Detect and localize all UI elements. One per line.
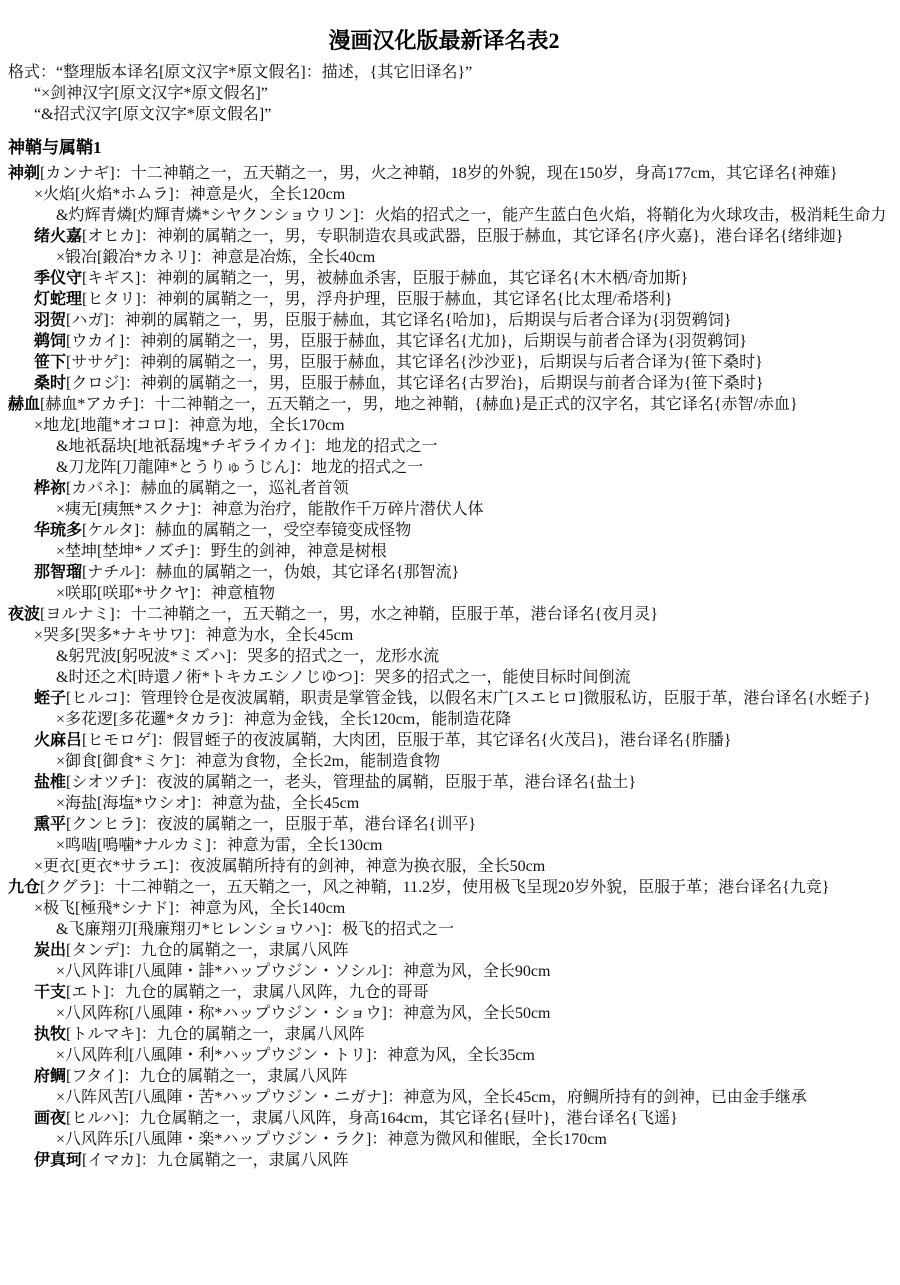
entry-line — [0, 205, 888, 226]
entry-text: [ナチル]：赫血的属鞘之一，伪娘，其它译名{那智流} — [82, 564, 460, 581]
entry-text: [ヒタリ]：神剃的属鞘之一，男，浮舟护理，臣服于赫血，其它译名{比太理/希塔利} — [82, 291, 673, 308]
entry-text: ×八风阵利[八風陣・利*ハップウジン・トリ]：神意为风，全长35cm — [56, 1047, 535, 1064]
entry-text: ×埜坤[埜坤*ノズチ]：野生的剑神，神意是树根 — [56, 543, 387, 560]
entry-name: 羽贺 — [34, 312, 67, 329]
entry-line — [0, 226, 888, 247]
entry-line — [0, 1087, 888, 1108]
entry-text: &时还之术[時還ノ術*トキカエシノじゆつ]：哭多的招式之一，能使目标时间倒流 — [56, 669, 631, 686]
entry-line — [0, 814, 888, 835]
entry-name: 府鲷 — [34, 1068, 67, 1085]
entry-line — [0, 310, 888, 331]
entry-line — [0, 751, 888, 772]
entry-text: [ハガ]：神剃的属鞘之一，男，臣服于赫血，其它译名{哈加}，后期误与后者合译为{羽贺鹈饲} — [66, 312, 732, 329]
format-notes — [0, 62, 888, 125]
entry-line — [0, 940, 888, 961]
entry-text: [ヨルナミ]：十二神鞘之一，五天鞘之一，男，水之神鞘，臣服于革，港台译名{夜月灵} — [40, 606, 659, 623]
entry-name: 夜波 — [8, 606, 41, 623]
entry-line — [0, 709, 888, 730]
entry-text: [クグラ]：十二神鞘之一，五天鞘之一，风之神鞘，11.2岁，使用极飞呈现20岁外貌，臣服于革；港台译名{九竞} — [40, 879, 830, 896]
entry-line — [0, 793, 888, 814]
entry-line — [0, 331, 888, 352]
format-line: “×剑神汉字[原文汉字*原文假名]” — [34, 85, 268, 102]
entry-text: ×痍无[痍無*スクナ]：神意为治疗，能散作千万碎片潜伏人体 — [56, 501, 484, 518]
entry-text: [ササゲ]：神剃的属鞘之一，男，臣服于赫血，其它译名{沙沙亚}，后期误与后者合译为{笹下桑时} — [66, 354, 763, 371]
entry-text: ×地龙[地龍*オコロ]：神意为地，全长170cm — [34, 417, 345, 434]
entry-line — [0, 562, 888, 583]
entry-line — [0, 877, 888, 898]
entry-name: 笹下 — [34, 354, 67, 371]
entry-text: ×鸣啮[鳴噛*ナルカミ]：神意为雷，全长130cm — [56, 837, 383, 854]
entry-line — [0, 1024, 888, 1045]
entry-name: 赫血 — [8, 396, 41, 413]
entry-name: 画夜 — [34, 1110, 67, 1127]
entry-line — [0, 730, 888, 751]
entry-line — [0, 268, 888, 289]
entry-text: [シオツチ]：夜波的属鞘之一，老头，管理盐的属鞘，臣服于革，港台译名{盐土} — [66, 774, 637, 791]
entry-text: [エト]：九仓的属鞘之一，隶属八风阵，九仓的哥哥 — [66, 984, 429, 1001]
entry-text: ×咲耶[咲耶*サクヤ]：神意植物 — [56, 585, 276, 602]
entry-line — [0, 1003, 888, 1024]
entry-list — [0, 163, 888, 1171]
entry-line — [0, 457, 888, 478]
entry-name: 那智瑠 — [34, 564, 83, 581]
entry-line — [0, 583, 888, 604]
entry-line — [0, 499, 888, 520]
entry-text: &刀龙阵[刀龍陣*とうりゅうじん]：地龙的招式之一 — [56, 459, 424, 476]
entry-name: 执牧 — [34, 1026, 67, 1043]
entry-text: [クロジ]：神剃的属鞘之一，男，臣服于赫血，其它译名{古罗治}，后期误与前者合译为{笹下桑时} — [66, 375, 764, 392]
entry-text: ×更衣[更衣*サラエ]：夜波属鞘所持有的剑神，神意为换衣服，全长50cm — [34, 858, 546, 875]
entry-text: ×火焰[火焰*ホムラ]：神意是火，全长120cm — [34, 186, 346, 203]
entry-text: [トルマキ]：九仓的属鞘之一，隶属八风阵 — [66, 1026, 365, 1043]
section-header: 神鞘与属鞘1 — [8, 138, 102, 157]
entry-text: [ヒルコ]：管理铃仓是夜波属鞘，职责是掌管金钱，以假名末广[スエヒロ]微服私访，臣服于革，港台译名{水蛭子} — [66, 690, 871, 707]
entry-text: [オヒカ]：神剃的属鞘之一，男，专职制造农具或武器，臣服于赫血，其它译名{序火嘉}，港台译名{绪绯迦} — [82, 228, 844, 245]
entry-line — [0, 1045, 888, 1066]
entry-line — [0, 352, 888, 373]
entry-line — [0, 961, 888, 982]
entry-text: ×海盐[海塩*ウシオ]：神意为盐，全长45cm — [56, 795, 360, 812]
entry-line — [0, 394, 888, 415]
entry-line — [0, 1129, 888, 1150]
entry-line — [0, 163, 888, 184]
entry-name: 灯蛇理 — [34, 291, 83, 308]
entry-text: [フタイ]：九仓的属鞘之一，隶属八风阵 — [66, 1068, 348, 1085]
entry-name: 干支 — [34, 984, 67, 1001]
entry-text: &灼辉青燐[灼輝青燐*シヤクンショウリン]：火焰的招式之一，能产生蓝白色火焰，将鞘化为火球攻击，极消耗生命力 — [56, 207, 887, 224]
entry-name: 桦祢 — [34, 480, 67, 497]
entry-name: 伊真珂 — [34, 1152, 83, 1169]
entry-text: [ケルタ]：赫血的属鞘之一，受空奉镜变成怪物 — [82, 522, 412, 539]
entry-line — [0, 772, 888, 793]
entry-text: [タンデ]：九仓的属鞘之一，隶属八风阵 — [66, 942, 349, 959]
entry-text: [ヒルハ]：九仓属鞘之一，隶属八风阵，身高164cm，其它译名{昼叶}，港台译名{飞遥} — [66, 1110, 678, 1127]
entry-text: ×多花逻[多花邏*タカラ]：神意为金钱，全长120cm，能制造花降 — [56, 711, 512, 728]
entry-text: [カバネ]：赫血的属鞘之一，巡礼者首领 — [66, 480, 349, 497]
entry-text: &躬咒波[躬呪波*ミズハ]：哭多的招式之一，龙形水流 — [56, 648, 440, 665]
entry-text: ×哭多[哭多*ナキサワ]：神意为水，全长45cm — [34, 627, 354, 644]
entry-line — [0, 667, 888, 688]
entry-text: [カンナギ]：十二神鞘之一，五天鞘之一，男，火之神鞘，18岁的外貌，现在150岁，身高177cm，其它译名{神薙} — [40, 165, 838, 182]
format-line: “&招式汉字[原文汉字*原文假名]” — [34, 106, 272, 123]
entry-line — [0, 289, 888, 310]
entry-text: ×御食[御食*ミケ]：神意为食物，全长2m，能制造食物 — [56, 753, 441, 770]
entry-line — [0, 604, 888, 625]
entry-text: ×八风阵乐[八風陣・楽*ハップウジン・ラク]：神意为微风和催眠，全长170cm — [56, 1131, 607, 1148]
entry-line — [0, 436, 888, 457]
entry-text: &飞廉翔刃[飛廉翔刃*ヒレンショウハ]：极飞的招式之一 — [56, 921, 454, 938]
entry-text: [イマカ]：九仓属鞘之一，隶属八风阵 — [82, 1152, 349, 1169]
entry-name: 季仪守 — [34, 270, 83, 287]
entry-name: 火麻吕 — [34, 732, 83, 749]
entry-name: 华琉多 — [34, 522, 83, 539]
entry-name: 炭出 — [34, 942, 67, 959]
entry-text: ×八风阵称[八風陣・称*ハップウジン・ショウ]：神意为风，全长50cm — [56, 1005, 551, 1022]
entry-line — [0, 1066, 888, 1087]
entry-name: 绪火嘉 — [34, 228, 83, 245]
entry-text: ×极飞[極飛*シナド]：神意为风，全长140cm — [34, 900, 346, 917]
entry-text: &地祇磊块[地祇磊塊*チギライカイ]：地龙的招式之一 — [56, 438, 438, 455]
entry-line — [0, 541, 888, 562]
entry-name: 鹈饲 — [34, 333, 67, 350]
entry-text: [ウカイ]：神剃的属鞘之一，男，臣服于赫血，其它译名{尤加}，后期误与前者合译为{羽贺鹈饲} — [66, 333, 747, 350]
entry-line — [0, 247, 888, 268]
entry-line — [0, 856, 888, 877]
entry-line — [0, 1108, 888, 1129]
entry-line — [0, 646, 888, 667]
entry-text: [クンヒラ]：夜波的属鞘之一，臣服于革，港台译名{训平} — [66, 816, 477, 833]
format-line: 格式：“整理版本译名[原文汉字*原文假名]：描述，{其它旧译名}” — [8, 64, 473, 81]
entry-line — [0, 688, 888, 709]
entry-line — [0, 625, 888, 646]
entry-line — [0, 184, 888, 205]
entry-line — [0, 373, 888, 394]
entry-name: 蛭子 — [34, 690, 67, 707]
entry-text: ×锻冶[鍛冶*カネリ]：神意是冶炼，全长40cm — [56, 249, 376, 266]
entry-name: 桑时 — [34, 375, 67, 392]
entry-name: 神剃 — [8, 165, 41, 182]
entry-name: 九仓 — [8, 879, 41, 896]
entry-line — [0, 919, 888, 940]
entry-line — [0, 982, 888, 1003]
entry-text: [ヒモロゲ]：假冒蛭子的夜波属鞘，大肉团，臣服于革，其它译名{火茂吕}，港台译名{胙膰} — [82, 732, 732, 749]
entry-line — [0, 835, 888, 856]
entry-line — [0, 898, 888, 919]
entry-line — [0, 520, 888, 541]
entry-line — [0, 1150, 888, 1171]
entry-name: 熏平 — [34, 816, 67, 833]
entry-line — [0, 415, 888, 436]
page-title: 漫画汉化版最新译名表2 — [328, 28, 560, 53]
entry-text: ×八阵风苦[八風陣・苦*ハップウジン・ニガナ]：神意为风，全长45cm，府鲷所持有的剑神，已由金手继承 — [56, 1089, 807, 1106]
entry-text: [赫血*アカチ]：十二神鞘之一，五天鞘之一，男，地之神鞘，{赫血}是正式的汉字名，其它译名{赤智/赤血} — [40, 396, 798, 413]
entry-line — [0, 478, 888, 499]
entry-text: [キギス]：神剃的属鞘之一，男，被赫血杀害，臣服于赫血，其它译名{木木栖/奇加斯} — [82, 270, 689, 287]
entry-text: ×八风阵诽[八風陣・誹*ハップウジン・ソシル]：神意为风，全长90cm — [56, 963, 551, 980]
entry-name: 盐椎 — [34, 774, 67, 791]
